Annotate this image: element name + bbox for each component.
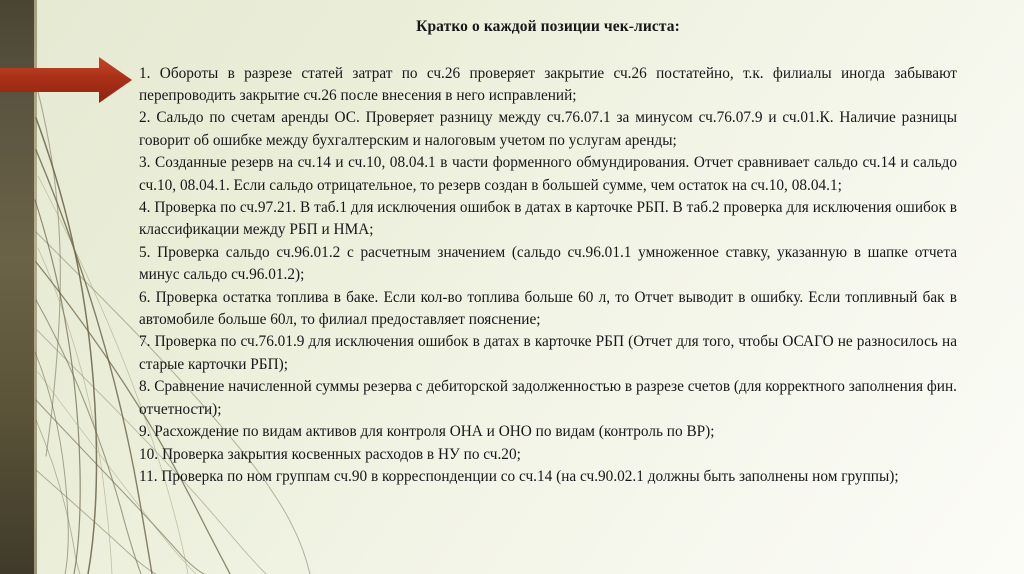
checklist-items-list (139, 63, 957, 489)
list-item: 10. Проверка закрытия косвенных расходов в НУ по сч.20; (139, 445, 521, 463)
slide-content (139, 12, 957, 557)
list-item: 9. Расхождение по видам активов для контроля ОНА и ОНО по видам (контроль по ВР); (139, 423, 715, 441)
list-item: 11. Проверка по ном группам сч.90 в корреспонденции со сч.14 (на сч.90.02.1 должны быть заполнены ном группы); (139, 467, 899, 485)
list-item: 5. Проверка сальдо сч.96.01.2 с расчетным значением (сальдо сч.96.01.1 умноженное ставку, указанную в шапке отчета минус сальдо сч.96.01.2); (139, 243, 957, 284)
list-item: 3. Созданные резерв на сч.14 и сч.10, 08.04.1 в части форменного обмундирования. Отчет сравнивает сальдо сч.14 и сальдо сч.10, 08.04.1. Если сальдо отрицательное, то резерв создан в большей сумме, чем остаток на сч.10, 08.04.1; (139, 154, 957, 194)
red-arrow-pointer-icon (0, 57, 132, 103)
page-title: Кратко о каждой позиции чек-листа: (416, 18, 680, 35)
list-item: 6. Проверка остатка топлива в баке. Если кол-во топлива больше 60 л, то Отчет выводит в ошибку. Если топливный бак в автомобиле больше 60л, то филиал предоставляет пояснение; (139, 288, 957, 329)
list-item: 8. Сравнение начисленной суммы резерва с дебиторской задолженностью в разрезе счетов (для корректного заполнения фин. отчетности); (139, 378, 957, 418)
list-item: 4. Проверка по сч.97.21. В таб.1 для исключения ошибок в датах в карточке РБП. В таб.2 проверка для исключения ошибок в классификации между РБП и НМА; (139, 199, 957, 239)
list-item: 2. Сальдо по счетам аренды ОС. Проверяет разницу между сч.76.07.1 за минусом сч.76.07.9 и сч.01.К. Наличие разницы говорит об ошибке между бухгалтерским и налоговым учетом по услугам аренды; (139, 109, 957, 149)
list-item: 7. Проверка по сч.76.01.9 для исключения ошибок в датах в карточке РБП (Отчет для того, чтобы ОСАГО не разносилось на старые карточки РБП); (139, 333, 957, 373)
list-item: 1. Обороты в разрезе статей затрат по сч.26 проверяет закрытие сч.26 постатейно, т.к. филиалы иногда забывают перепроводить закрытие сч.26 после внесения в него исправлений; (139, 64, 957, 104)
